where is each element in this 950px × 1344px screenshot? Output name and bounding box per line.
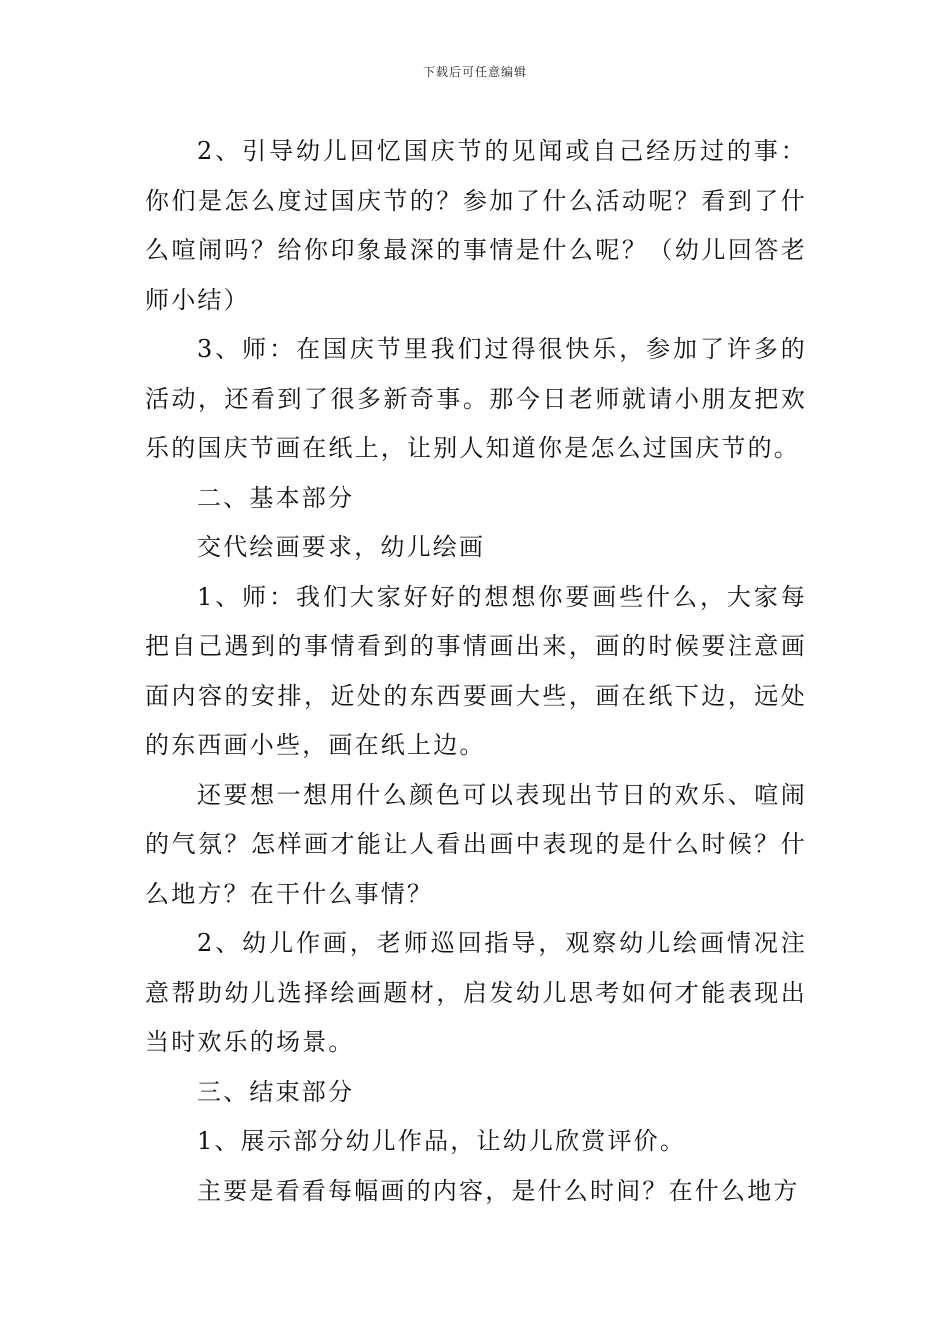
paragraph-color-thinking: 还要想一想用什么颜色可以表现出节日的欢乐、喧闹的气氛？怎样画才能让人看出画中表现的是什么时候？什么地方？在干什么事情？ [145, 780, 807, 908]
paragraph-teacher-intro: 3、师：在国庆节里我们过得很快乐，参加了许多的活动，还看到了很多新奇事。那今日老师就请小朋友把欢乐的国庆节画在纸上，让别人知道你是怎么过国庆节的。 [145, 335, 807, 462]
page-header: 下载后可任意编辑 [422, 65, 527, 79]
paragraph-view-content: 主要是看看每幅画的内容，是什么时间？在什么地方 [197, 1176, 800, 1205]
document-body [145, 127, 807, 1216]
paragraph-children-drawing: 2、幼儿作画，老师巡回指导，观察幼儿绘画情况注意帮助幼儿选择绘画题材，启发幼儿思考如何才能表现出当时欢乐的场景。 [145, 929, 807, 1056]
paragraph-show-works: 1、展示部分幼儿作品，让幼儿欣赏评价。 [197, 1127, 687, 1155]
section-heading-basic: 二、基本部分 [197, 483, 355, 512]
paragraph-drawing-requirements: 交代绘画要求，幼儿绘画 [197, 533, 486, 561]
paragraph-guide-recall: 2、引导幼儿回忆国庆节的见闻或自己经历过的事：你们是怎么度过国庆节的？参加了什么活动呢？看到了什么喧闹吗？给你印象最深的事情是什么呢？（幼儿回答老师小结） [145, 137, 807, 314]
paragraph-teacher-instructions: 1、师：我们大家好好的想想你要画些什么，大家每把自己遇到的事情看到的事情画出来，画的时候要注意画面内容的安排，近处的东西要画大些，画在纸下边，远处的东西画小些，画在纸上边。 [145, 582, 807, 759]
section-heading-ending: 三、结束部分 [197, 1077, 355, 1106]
